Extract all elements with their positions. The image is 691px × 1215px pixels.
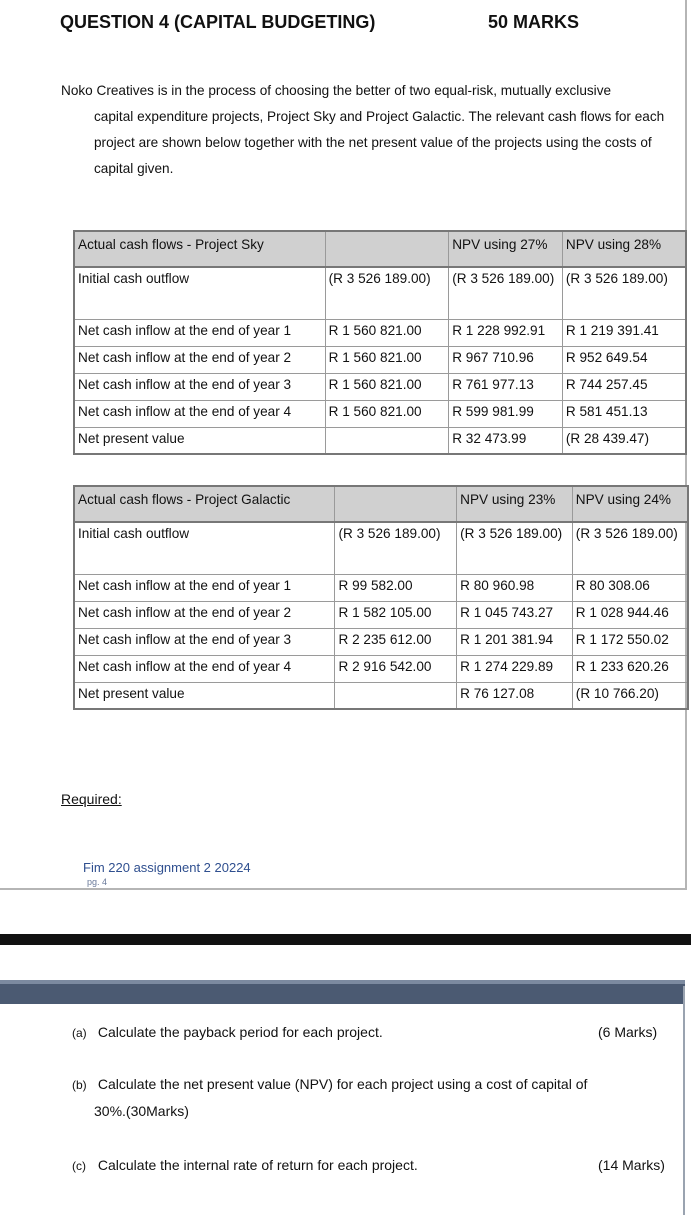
page-separator: [0, 934, 691, 945]
question-a: [72, 1019, 383, 1046]
npv-cell: R 32 473.99: [449, 427, 563, 454]
intro-line-1: Noko Creatives is in the process of choosing the better of two equal-risk, mutually exclusive: [61, 83, 612, 98]
header-cell: [335, 486, 457, 522]
question-text: Calculate the internal rate of return for each project.: [97, 1157, 418, 1173]
header-cell: NPV using 27%: [449, 231, 563, 267]
intro-paragraph: [61, 78, 671, 182]
question-c-marks: (14 Marks): [598, 1157, 665, 1173]
npv-cell: (R 3 526 189.00): [572, 522, 688, 574]
row-label: Net cash inflow at the end of year 4: [74, 400, 325, 427]
table-row: [74, 574, 688, 601]
table-row: [74, 267, 686, 319]
project-galactic-table: [73, 485, 689, 710]
header-cell: Actual cash flows - Project Sky: [74, 231, 325, 267]
npv-cell: R 80 308.06: [572, 574, 688, 601]
question-title: QUESTION 4 (CAPITAL BUDGETING): [60, 12, 376, 32]
npv-cell: R 76 127.08: [457, 682, 573, 709]
question-label: (b): [72, 1078, 87, 1092]
question-text-continuation: 30%.(30Marks): [94, 1103, 189, 1119]
npv-cell: (R 10 766.20): [572, 682, 688, 709]
table-row: [74, 682, 688, 709]
npv-cell: R 1 028 944.46: [572, 601, 688, 628]
npv-cell: R 581 451.13: [562, 400, 686, 427]
table-row: [74, 400, 686, 427]
header-cell: NPV using 24%: [572, 486, 688, 522]
row-label: Net cash inflow at the end of year 2: [74, 601, 335, 628]
cash-flow-cell: R 99 582.00: [335, 574, 457, 601]
table-row: [74, 628, 688, 655]
table-row: [74, 655, 688, 682]
row-label: Net cash inflow at the end of year 3: [74, 628, 335, 655]
cash-flow-cell: [335, 682, 457, 709]
npv-cell: (R 28 439.47): [562, 427, 686, 454]
npv-cell: R 967 710.96: [449, 346, 563, 373]
project-sky-table: [73, 230, 687, 455]
header-cell: Actual cash flows - Project Galactic: [74, 486, 335, 522]
row-label: Net cash inflow at the end of year 3: [74, 373, 325, 400]
row-label: Net present value: [74, 427, 325, 454]
question-c: [72, 1152, 418, 1179]
npv-cell: R 599 981.99: [449, 400, 563, 427]
npv-cell: R 1 219 391.41: [562, 319, 686, 346]
row-label: Net cash inflow at the end of year 4: [74, 655, 335, 682]
cash-flow-cell: (R 3 526 189.00): [325, 267, 449, 319]
npv-cell: R 744 257.45: [562, 373, 686, 400]
question-label: (c): [72, 1159, 86, 1173]
question-text: Calculate the net present value (NPV) for each project using a cost of capital of: [97, 1076, 588, 1092]
table-header-row: [74, 486, 688, 522]
npv-cell: R 952 649.54: [562, 346, 686, 373]
header-cell: [325, 231, 449, 267]
row-label: Net cash inflow at the end of year 1: [74, 319, 325, 346]
table-row: [74, 427, 686, 454]
row-label: Initial cash outflow: [74, 267, 325, 319]
cash-flow-cell: R 1 560 821.00: [325, 373, 449, 400]
row-label: Net cash inflow at the end of year 1: [74, 574, 335, 601]
npv-cell: R 1 274 229.89: [457, 655, 573, 682]
cash-flow-cell: R 1 560 821.00: [325, 319, 449, 346]
page-edge: [683, 986, 685, 1215]
header-cell: NPV using 28%: [562, 231, 686, 267]
cash-flow-cell: R 1 582 105.00: [335, 601, 457, 628]
question-a-marks: (6 Marks): [598, 1024, 658, 1040]
question-b: [72, 1071, 632, 1124]
cash-flow-cell: R 1 560 821.00: [325, 400, 449, 427]
npv-cell: R 761 977.13: [449, 373, 563, 400]
npv-cell: R 1 172 550.02: [572, 628, 688, 655]
table-row: [74, 373, 686, 400]
npv-cell: R 1 045 743.27: [457, 601, 573, 628]
table-row: [74, 319, 686, 346]
cash-flow-cell: R 2 916 542.00: [335, 655, 457, 682]
npv-cell: (R 3 526 189.00): [449, 267, 563, 319]
cash-flow-cell: R 1 560 821.00: [325, 346, 449, 373]
table-header-row: [74, 231, 686, 267]
row-label: Initial cash outflow: [74, 522, 335, 574]
cash-flow-cell: R 2 235 612.00: [335, 628, 457, 655]
npv-cell: R 80 960.98: [457, 574, 573, 601]
page-header-band: [0, 980, 685, 1004]
cash-flow-cell: [325, 427, 449, 454]
question-text: Calculate the payback period for each project.: [97, 1024, 383, 1040]
footer-text: Fim 220 assignment 2 20224: [83, 860, 251, 875]
question-marks: 50 MARKS: [488, 12, 580, 32]
required-heading: Required:: [61, 791, 122, 807]
cash-flow-cell: (R 3 526 189.00): [335, 522, 457, 574]
row-label: Net cash inflow at the end of year 2: [74, 346, 325, 373]
npv-cell: (R 3 526 189.00): [562, 267, 686, 319]
intro-continuation: capital expenditure projects, Project Sky and Project Galactic. The relevant cash flows for each project are shown below together with the net present value of the projects using the costs of capital given.: [94, 109, 665, 176]
npv-cell: R 1 228 992.91: [449, 319, 563, 346]
table-row: [74, 346, 686, 373]
header-cell: NPV using 23%: [457, 486, 573, 522]
row-label: Net present value: [74, 682, 335, 709]
npv-cell: (R 3 526 189.00): [457, 522, 573, 574]
npv-cell: R 1 233 620.26: [572, 655, 688, 682]
question-label: (a): [72, 1026, 87, 1040]
table-row: [74, 601, 688, 628]
npv-cell: R 1 201 381.94: [457, 628, 573, 655]
table-row: [74, 522, 688, 574]
page-number: pg. 4: [87, 877, 108, 887]
